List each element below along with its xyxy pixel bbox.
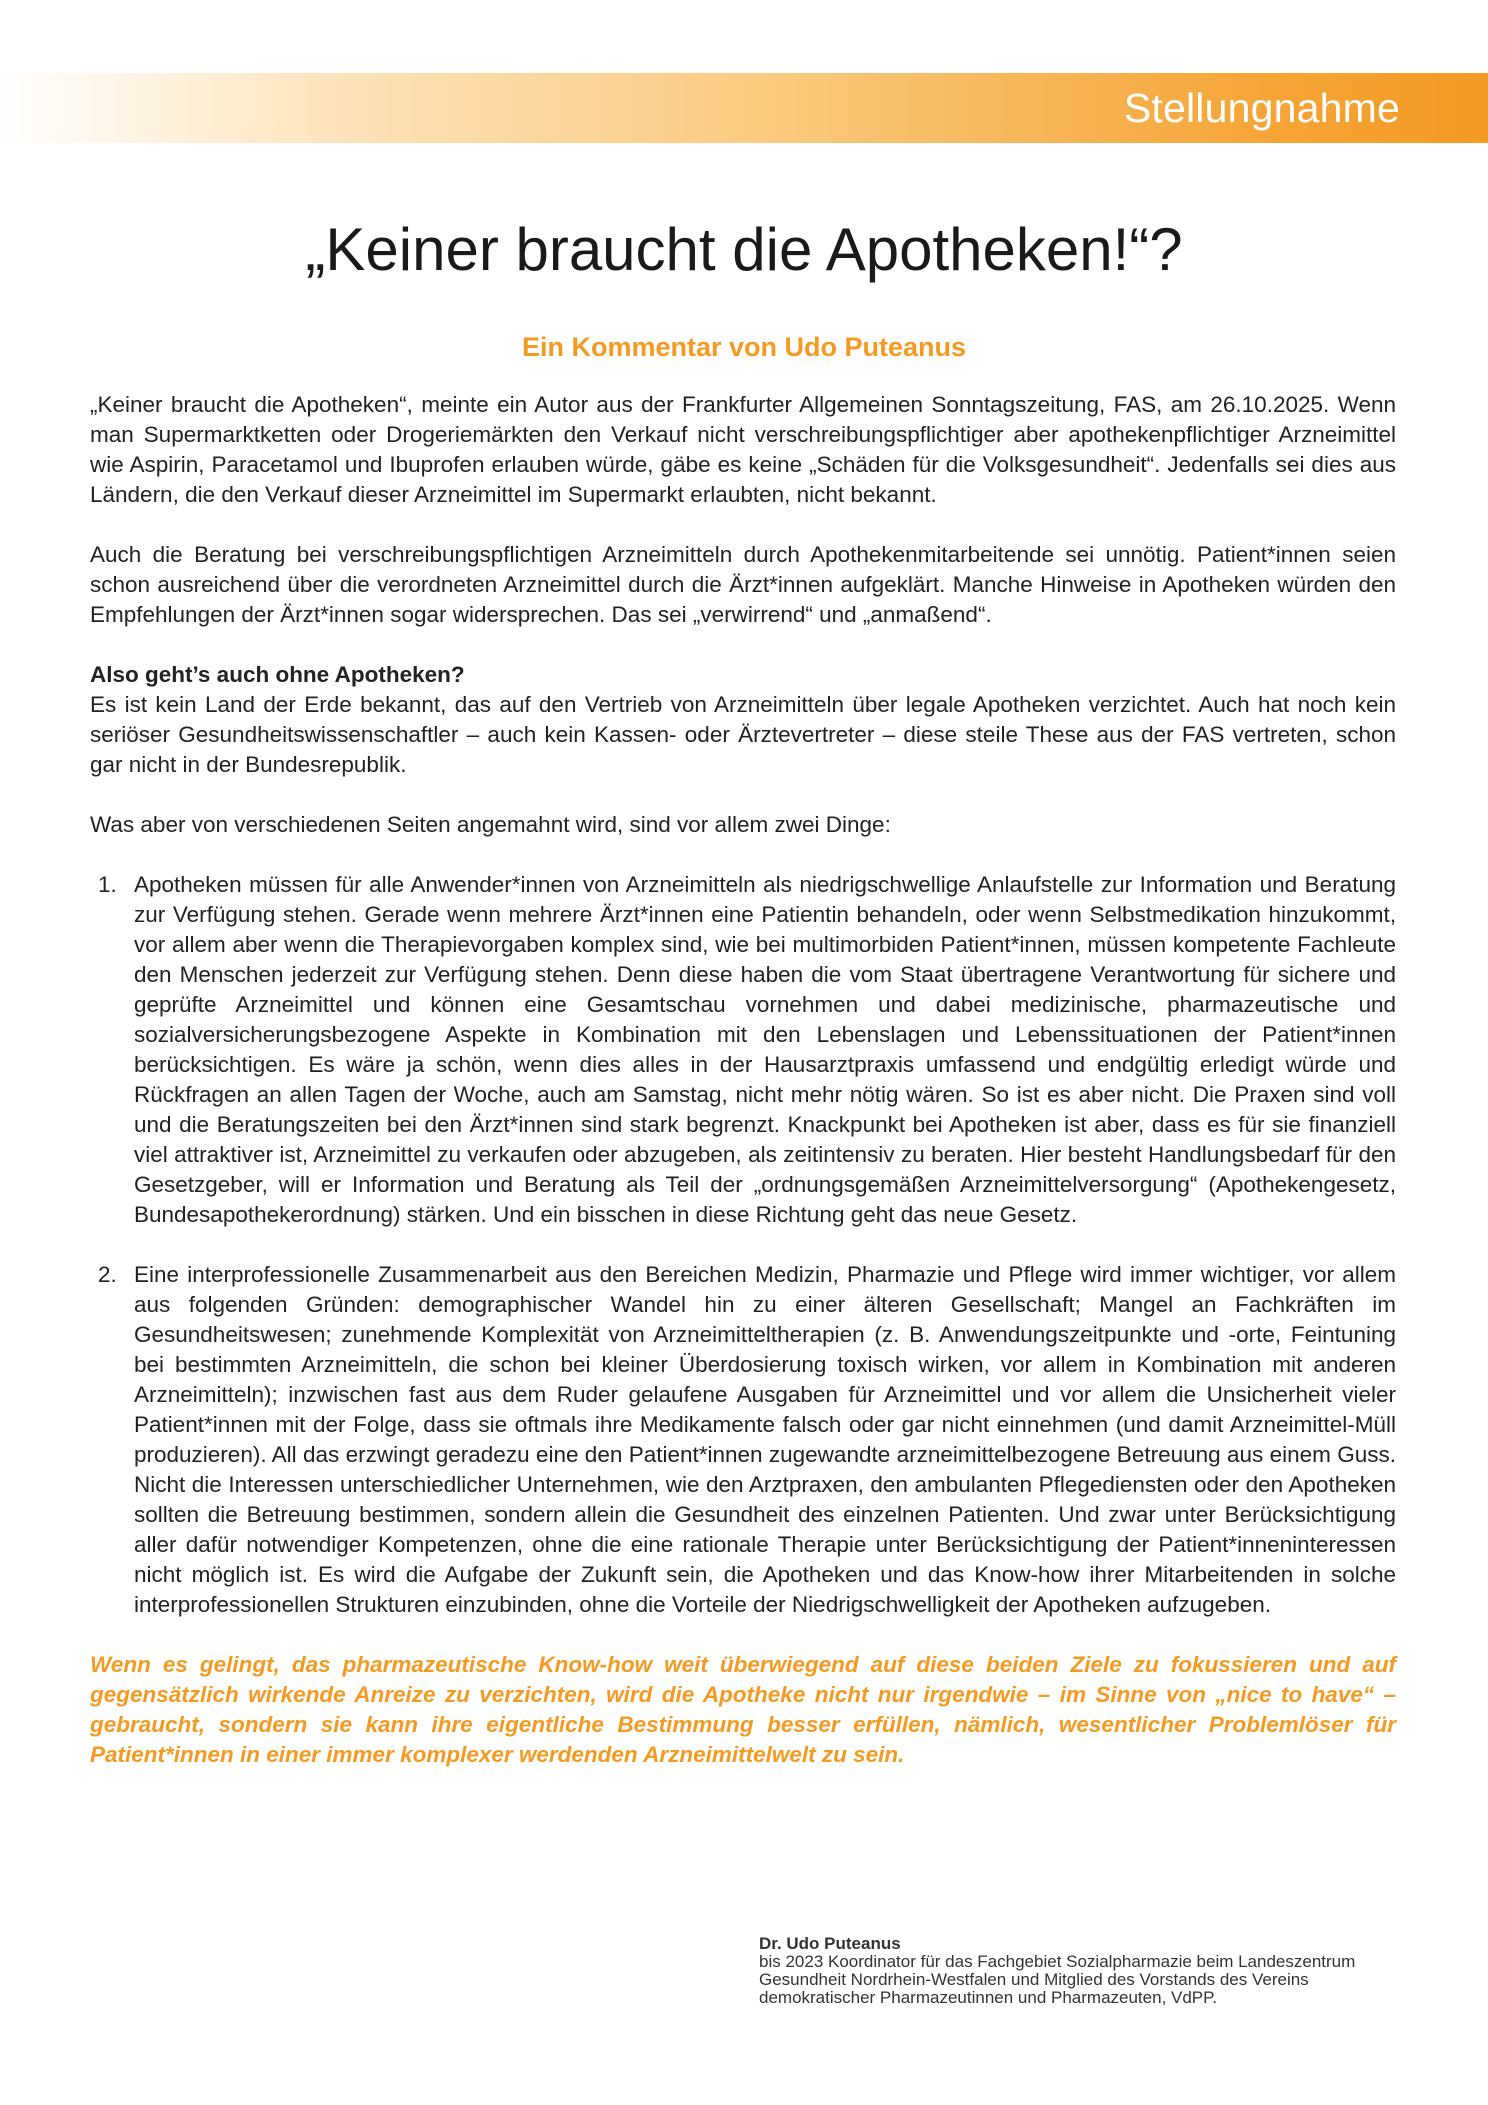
subheading: Also geht’s auch ohne Apotheken?	[90, 662, 465, 687]
section-tag: Stellungnahme	[1123, 85, 1400, 131]
numbered-list	[90, 870, 1396, 1620]
article-body	[90, 390, 1396, 1800]
author-bio: bis 2023 Koordinator für das Fachgebiet Sozialpharmazie beim Landeszentrum Gesundheit Nordrhein-Westfalen und Mitglied des Vorstands des Vereins demokratischer Pharmazeutinnen und Pharmazeuten, VdPP.	[759, 1952, 1356, 2007]
list-item	[90, 870, 1396, 1230]
author-name: Dr. Udo Puteanus	[759, 1934, 901, 1953]
paragraph-3: Es ist kein Land der Erde bekannt, das auf den Vertrieb von Arzneimitteln über legale Apotheken verzichtet. Auch hat noch kein seriöser Gesundheitswissenschaftler – auch kein Kassen- oder Ärztevertreter – diese steile These aus der FAS vertreten, schon gar nicht in der Bundesrepublik.	[90, 692, 1396, 777]
author-box	[759, 1935, 1399, 2007]
paragraph-2: Auch die Beratung bei verschreibungspflichtigen Arzneimitteln durch Apothekenmitarbeitende sei unnötig. Patient*innen seien schon ausreichend über die verordneten Arzneimittel durch die Ärzt*innen aufgeklärt. Manche Hinweise in Apotheken würden den Empfehlungen der Ärzt*innen sogar widersprechen. Das sei „verwirrend“ und „anmaßend“.	[90, 542, 1396, 627]
list-item-text: Apotheken müssen für alle Anwender*innen von Arzneimitteln als niedrigschwellige Anlaufstelle zur Information und Beratung zur Verfügung stehen. Gerade wenn mehrere Ärzt*innen eine Patientin behandeln, oder wenn Selbstmedikation hinzukommt, vor allem aber wenn die Therapievorgaben komplex sind, wie bei multimorbiden Patient*innen, müssen kompetente Fachleute den Menschen jederzeit zur Verfügung stehen. Denn diese haben die vom Staat übertragene Verantwortung für sichere und geprüfte Arzneimittel und können eine Gesamtschau vornehmen und dabei medizinische, pharmazeutische und sozialversicherungsbezogene Aspekte in Kombination mit den Lebenslagen und Lebenssituationen der Patient*innen berücksichtigen. Es wäre ja schön, wenn dies alles in der Hausarztpraxis umfassend und endgültig erledigt würde und Rückfragen an allen Tagen der Woche, auch am Samstag, nicht mehr nötig wären. So ist es aber nicht. Die Praxen sind voll und die Beratungszeiten bei den Ärzt*innen sind stark begrenzt. Knackpunkt bei Apotheken ist aber, dass es für sie finanziell viel attraktiver ist, Arzneimittel zu verkaufen oder abzugeben, als zeitintensiv zu beraten. Hier besteht Handlungsbedarf für den Gesetzgeber, will er Information und Beratung als Teil der „ordnungsgemäßen Arzneimittelversorgung“ (Apothekengesetz, Bundesapothekerordnung) stärken. Und ein bisschen in diese Richtung geht das neue Gesetz.	[134, 872, 1396, 1227]
paragraph-3-block	[90, 660, 1396, 780]
list-item-text: Eine interprofessionelle Zusammenarbeit aus den Bereichen Medizin, Pharmazie und Pflege wird immer wichtiger, vor allem aus folgenden Gründen: demographischer Wandel hin zu einer älteren Gesellschaft; Mangel an Fachkräften im Gesundheitswesen; zunehmende Komplexität von Arzneimitteltherapien (z. B. Anwendungszeitpunkte und -orte, Feintuning bei bestimmten Arzneimitteln, die schon bei kleiner Überdosierung toxisch wirken, vor allem in Kombination mit anderen Arzneimitteln); inzwischen fast aus dem Ruder gelaufene Ausgaben für Arzneimittel und vor allem die Unsicherheit vieler Patient*innen mit der Folge, dass sie oftmals ihre Medikamente falsch oder gar nicht einnehmen (und damit Arzneimittel-Müll produzieren). All das erzwingt geradezu eine den Patient*innen zugewandte arzneimittelbezogene Betreuung aus einem Guss. Nicht die Interessen unterschiedlicher Unternehmen, wie den Arztpraxen, den ambulanten Pflegediensten oder den Apotheken sollten die Betreuung bestimmen, sondern allein die Gesundheit des einzelnen Patienten. Und zwar unter Berücksichtigung aller dafür notwendiger Kompetenzen, ohne die eine rationale Therapie unter Berücksichtigung der Patient*inneninteressen nicht möglich ist. Es wird die Aufgabe der Zukunft sein, die Apotheken und das Know-how ihrer Mitarbeitenden in solche interprofessionellen Strukturen einzubinden, ohne die Vorteile der Niedrigschwelligkeit der Apotheken aufzugeben.	[134, 1262, 1396, 1617]
article-byline: Ein Kommentar von Udo Puteanus	[521, 332, 967, 362]
list-item	[90, 1260, 1396, 1620]
list-item-number: 2.	[98, 1262, 117, 1287]
conclusion: Wenn es gelingt, das pharmazeutische Know-how weit überwiegend auf diese beiden Ziele zu fokussieren und auf gegensätzlich wirkende Anreize zu verzichten, wird die Apotheke nicht nur irgendwie – im Sinne von „nice to have“ – gebraucht, sondern sie kann ihre eigentliche Bestimmung besser erfüllen, nämlich, wesentlicher Problemlöser für Patient*innen in einer immer komplexer werdenden Arzneimittelwelt zu sein.	[90, 1652, 1396, 1767]
paragraph-4: Was aber von verschiedenen Seiten angemahnt wird, sind vor allem zwei Dinge:	[90, 812, 891, 837]
article-title: „Keiner braucht die Apotheken!“?	[305, 216, 1183, 283]
list-item-number: 1.	[98, 872, 117, 897]
paragraph-1: „Keiner braucht die Apotheken“, meinte ein Autor aus der Frankfurter Allgemeinen Sonntagszeitung, FAS, am 26.10.2025. Wenn man Supermarktketten oder Drogeriemärkten den Verkauf nicht verschreibungspflichtiger aber apothekenpflichtiger Arzneimittel wie Aspirin, Paracetamol und Ibuprofen erlauben würde, gäbe es keine „Schäden für die Volksgesundheit“. Jedenfalls sei dies aus Ländern, die den Verkauf dieser Arzneimittel im Supermarkt erlaubten, nicht bekannt.	[90, 392, 1396, 507]
